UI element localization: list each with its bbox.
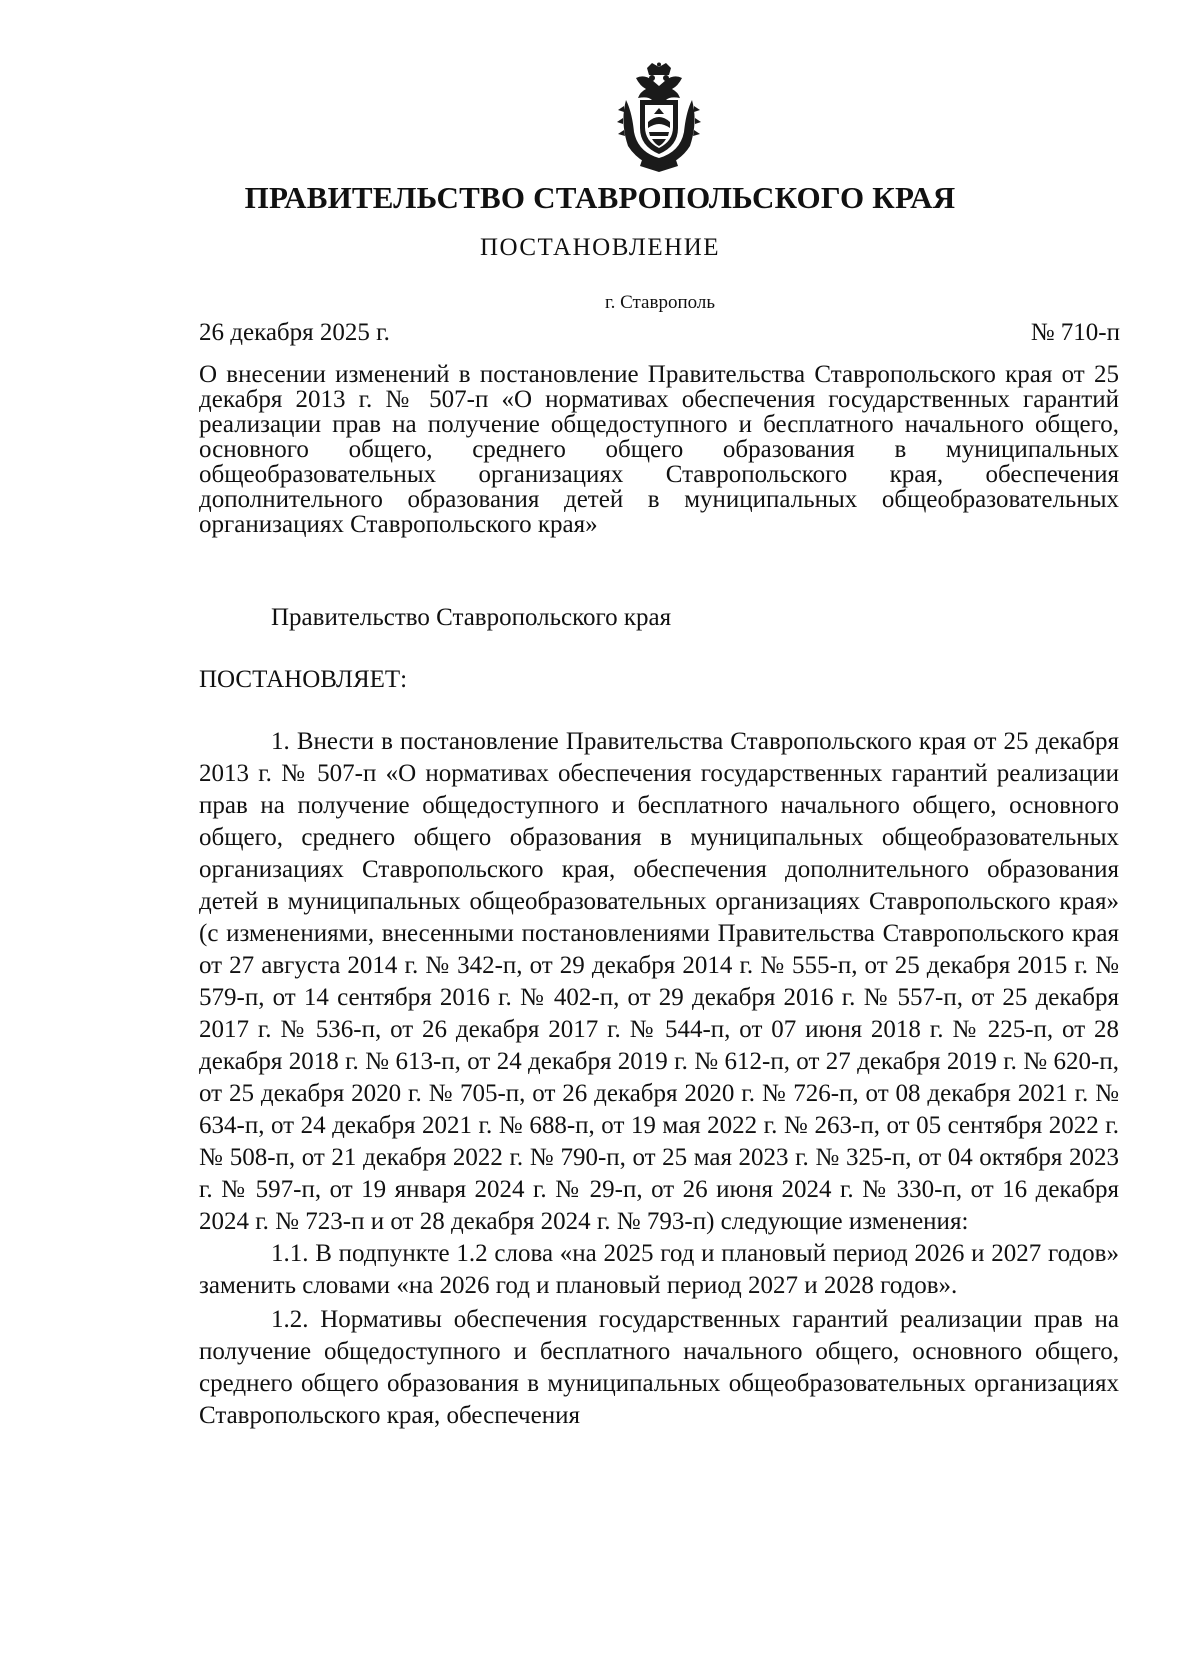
- paragraph-1: 1. Внести в постановление Правительства Ставропольского края от 25 декабря 2013 г. № 507-п «О нормативах обеспечения государственных гарантий реализации прав на получение общедоступного и бесплатного начального общего, основного общего, среднего общего образования в муниципальных общеобразовательных организациях Ставропольского края, обеспечения дополнительного образования детей в муниципальных общеобразовательных организациях Ставропольского края» (с изменениями, внесенными постановлениями Правительства Ставропольского края от 27 августа 2014 г. № 342-п, от 29 декабря 2014 г. № 555-п, от 25 декабря 2015 г. № 579-п, от 14 сентября 2016 г. № 402-п, от 29 декабря 2016 г. № 557-п, от 25 декабря 2017 г. № 536-п, от 26 декабря 2017 г. № 544-п, от 07 июня 2018 г. № 225-п, от 28 декабря 2018 г. № 613-п, от 24 декабря 2019 г. № 612-п, от 27 декабря 2019 г. № 620-п, от 25 декабря 2020 г. № 705-п, от 26 декабря 2020 г. № 726-п, от 08 декабря 2021 г. № 634-п, от 24 декабря 2021 г. № 688-п, от 19 мая 2022 г. № 263-п, от 05 сентября 2022 г. № 508-п, от 21 декабря 2022 г. № 790-п, от 25 мая 2023 г. № 325-п, от 04 октября 2023 г. № 597-п, от 19 января 2024 г. № 29-п, от 26 июня 2024 г. № 330-п, от 16 декабря 2024 г. № 723-п и от 28 декабря 2024 г. № 793-п) следующие изменения:: [199, 728, 1119, 1235]
- city-label: г. Ставрополь: [604, 292, 716, 313]
- government-title: ПРАВИТЕЛЬСТВО СТАВРОПОЛЬСКОГО КРАЯ: [244, 180, 956, 215]
- document-number: № 710-п: [1030, 319, 1120, 346]
- document-subject: О внесении изменений в постановление Правительства Ставропольского края от 25 декабря 2013 г. № 507-п «О нормативах обеспечения государственных гарантий реализации прав на получение общедоступного и бесплатного начального общего, основного общего, среднего общего образования в муниципальных общеобразовательных организациях Ставропольского края, обеспечения дополнительного образования детей в муниципальных общеобразовательных организациях Ставропольского края»: [199, 361, 1119, 538]
- paragraph-1-2: 1.2. Нормативы обеспечения государственных гарантий реализации прав на получение общедоступного и бесплатного начального общего, основного общего, среднего общего образования в муниципальных общеобразовательных организациях Ставропольского края, обеспечения: [199, 1306, 1119, 1429]
- stavropol-coat-of-arms-icon: [616, 62, 702, 172]
- document-type: ПОСТАНОВЛЕНИЕ: [479, 234, 721, 261]
- paragraph-1-1: 1.1. В подпункте 1.2 слова «на 2025 год и плановый период 2026 и 2027 годов» заменить словами «на 2026 год и плановый период 2027 и 2028 годов».: [199, 1240, 1119, 1299]
- document-body: [199, 726, 1119, 1432]
- document-date: 26 декабря 2025 г.: [199, 319, 390, 346]
- preamble-government: Правительство Ставропольского края: [271, 604, 672, 631]
- preamble-decrees: ПОСТАНОВЛЯЕТ:: [199, 666, 408, 693]
